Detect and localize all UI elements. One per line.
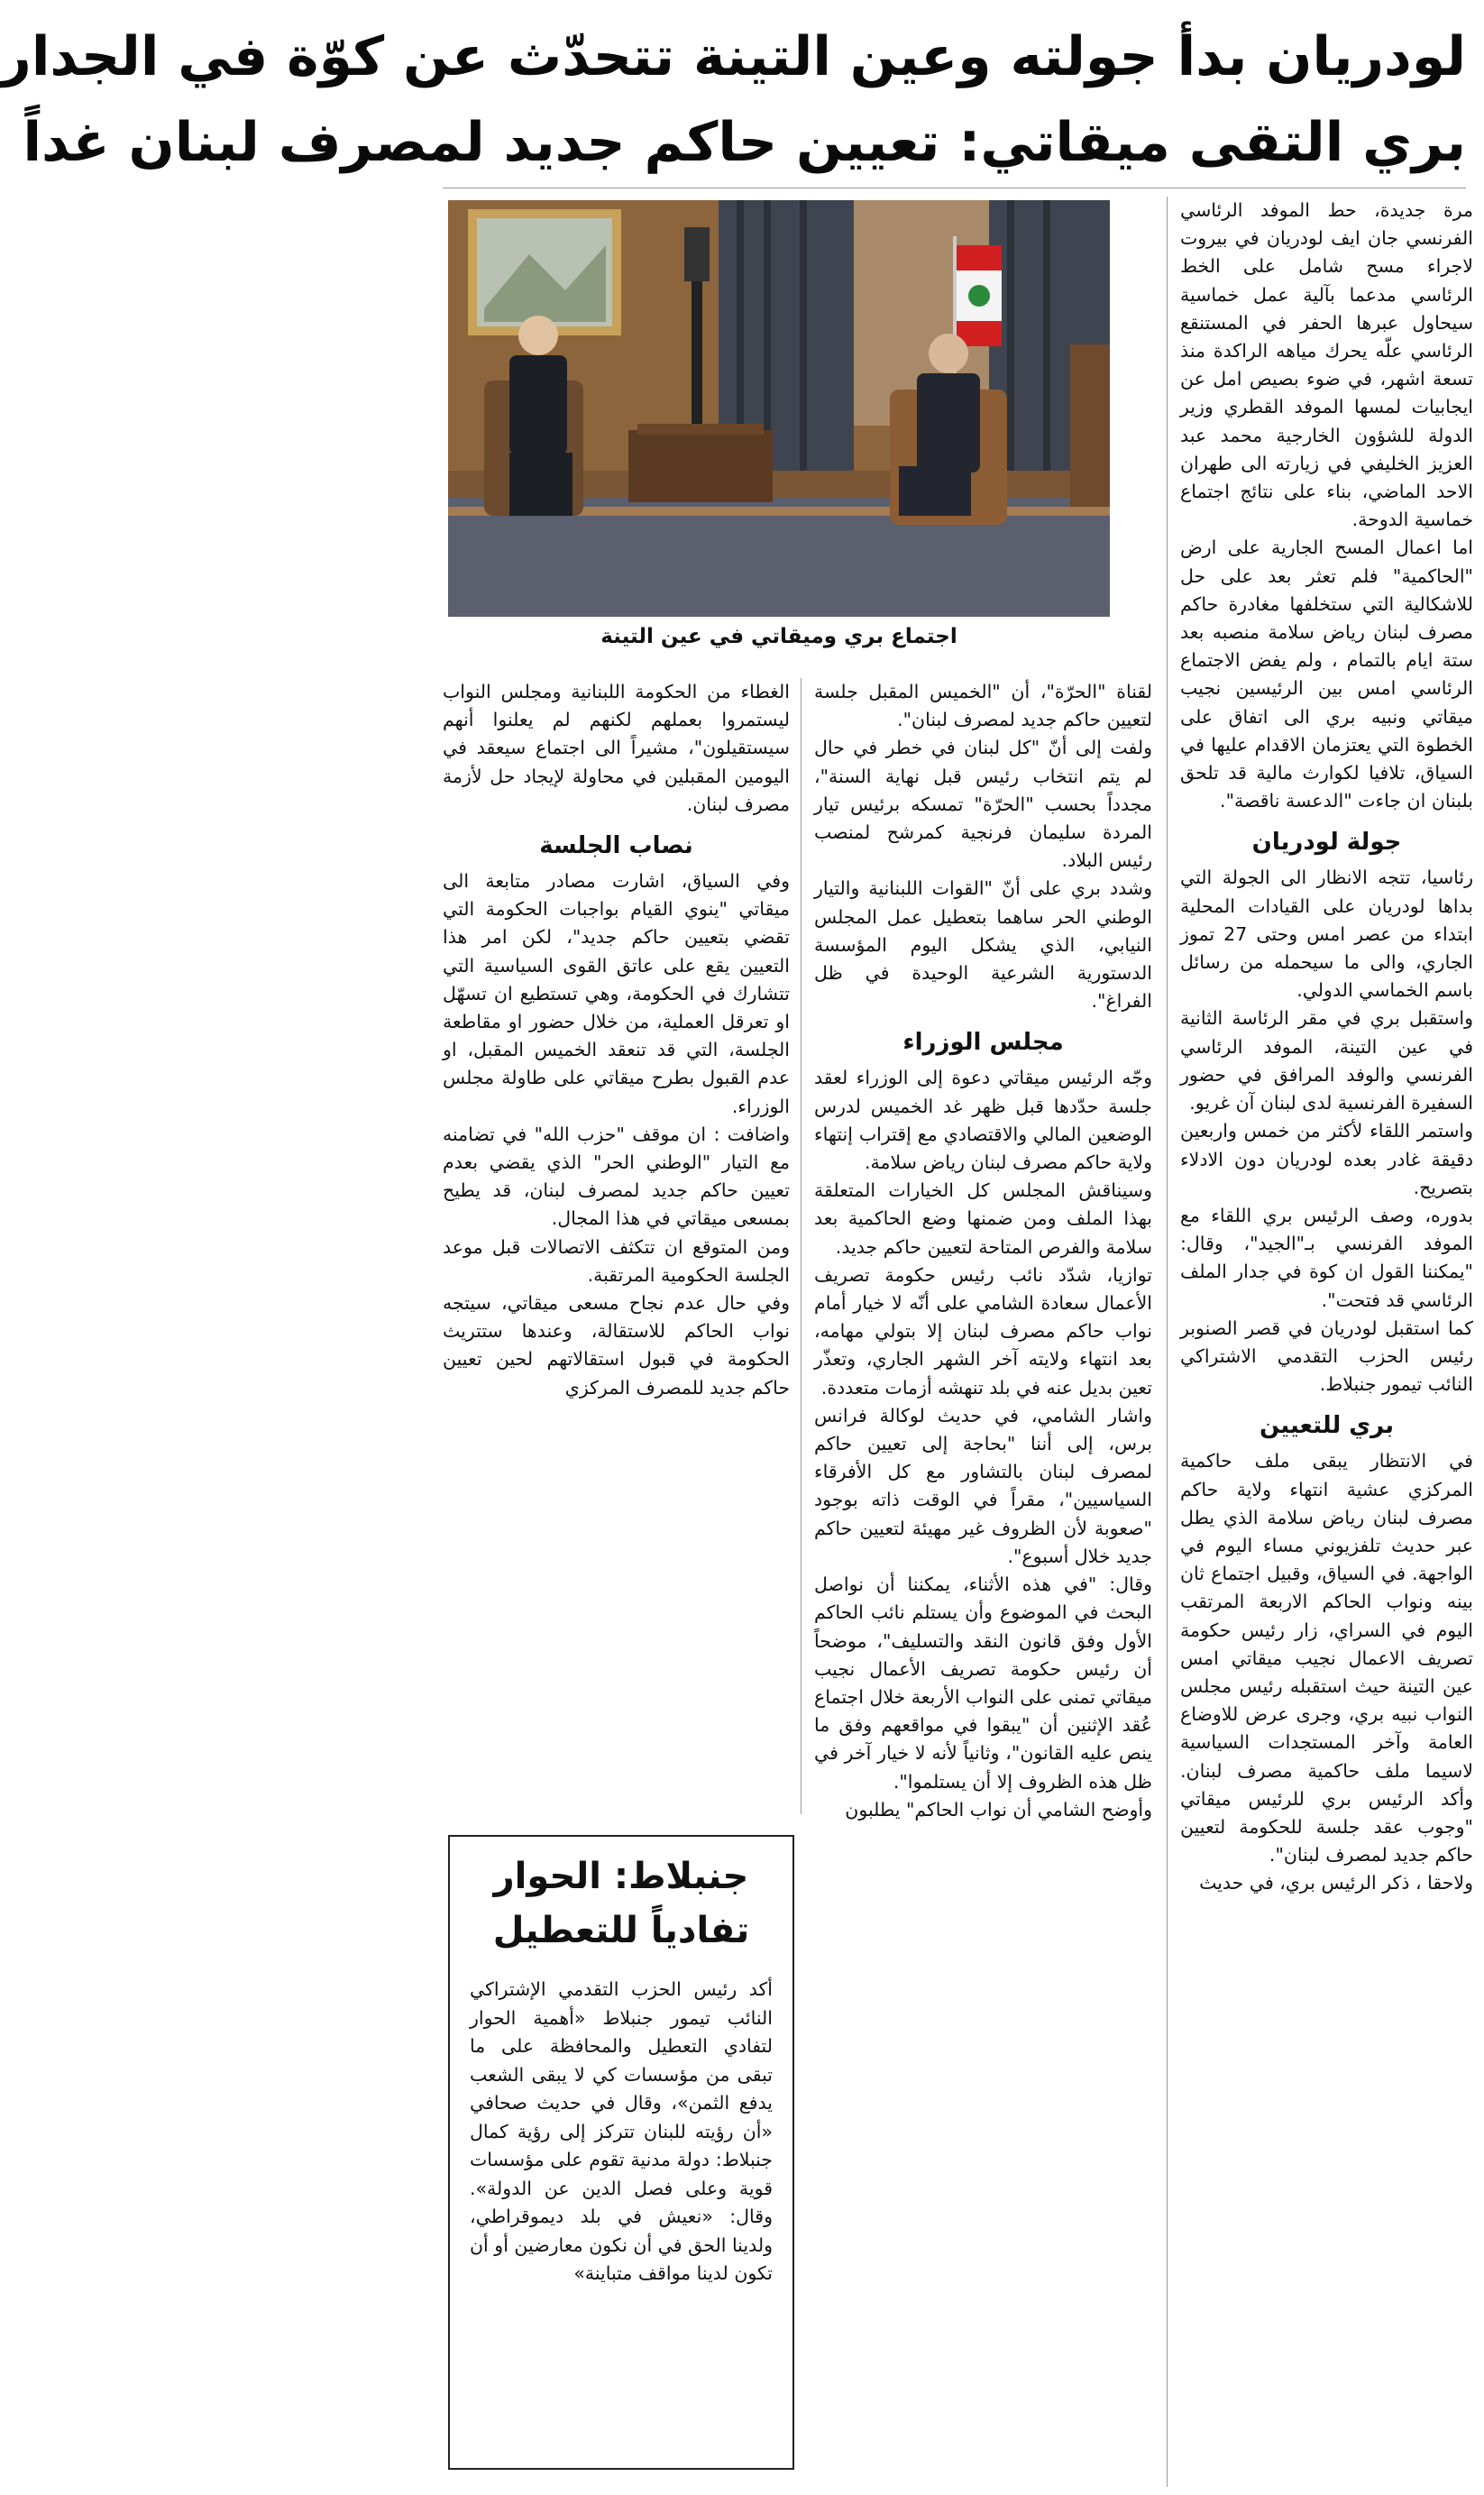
paragraph: الغطاء من الحكومة اللبنانية ومجلس النواب ليستمروا بعملهم لكنهم لم يعلنوا أنهم سيستقيلون"، مشيراً الى اجتماع سيعقد في اليومين المقبلين في محاولة لإيجاد حل لأزمة مصرف لبنان. <box>443 681 790 815</box>
sidebar-box <box>448 1835 794 2470</box>
column-divider <box>801 678 802 1814</box>
article-column-2 <box>814 678 1152 2487</box>
paragraph: مرة جديدة، حط الموفد الرئاسي الفرنسي جان ايف لودريان في بيروت لاجراء مسح شامل على الخط الرئاسي مدعما بآلية عمل خماسية سيحاول عبرها الحفر في المستنقع الرئاسي علّه يحرك مياهه الراكدة منذ تسعة اشهر، في ضوء بصيص امل عن ايجابيات لمسها الموفد القطري وزير الدولة للشؤون الخارجية محمد عبد العزيز الخليفي في زيارته الى طهران الاحد الماضي، بناء على نتائج اجتماع خماسية الدوحة. <box>1180 199 1473 531</box>
article-column-3 <box>443 678 790 1796</box>
subheading: جولة لودريان <box>1251 829 1402 857</box>
paragraph: لقناة "الحرّة"، أن "الخميس المقبل جلسة لتعيين حاكم جديد لمصرف لبنان". <box>814 681 1152 731</box>
paragraph: وفي السياق، اشارت مصادر متابعة الى ميقاتي "ينوي القيام بواجبات الحكومة التي تقضي بتعيين حاكم جديد"، لكن امر هذا التعيين يقع على عاتق القوى السياسية التي تتشارك في الحكومة، وهي تستطيع ان تسهّل او تعرقل العملية، من خلال حضور او مقاطعة الجلسة، التي قد تنعقد الخميس المقبل، او عدم القبول بطرح ميقاتي على طاولة مجلس الوزراء. <box>443 870 790 1117</box>
subheading: مجلس الوزراء <box>902 1029 1064 1057</box>
meeting-photo <box>448 200 1110 617</box>
sidebar-title-line1: جنبلاط: الحوار <box>493 1856 749 1897</box>
paragraph: وسيناقش المجلس كل الخيارات المتعلقة بهذا الملف ومن ضمنها وضع الحاكمية بعد سلامة والفرص المتاحة لتعيين حاكم جديد. <box>814 1179 1152 1258</box>
subheading: بري للتعيين <box>1259 1412 1395 1440</box>
subheading: نصاب الجلسة <box>539 832 693 860</box>
meeting-photo-illustration <box>448 200 1110 617</box>
paragraph: واشار الشامي، في حديث لوكالة فرانس برس، إلى أننا "بحاجة إلى تعيين حاكم لمصرف لبنان بالتشاور مع كل الأفرقاء السياسيين"، مقراً في الوقت ذاته بوجود "صعوبة لأن الظروف غير مهيئة لتعيين حاكم جديد خلال أسبوع". <box>814 1404 1152 1567</box>
paragraph: بدوره، وصف الرئيس بري اللقاء مع الموفد الفرنسي بـ"الجيد"، وقال: "يمكننا القول ان كوة في جدار الملف الرئاسي قد فتحت". <box>1180 1204 1473 1311</box>
paragraph: ومن المتوقع ان تتكثف الاتصالات قبل موعد الجلسة الحكومية المرتقبة. <box>443 1235 790 1286</box>
paragraph: وأوضح الشامي أن نواب الحاكم" يطلبون <box>845 1798 1152 1821</box>
photo-caption: اجتماع بري وميقاتي في عين التينة <box>600 625 957 648</box>
paragraph: ولاحقا ، ذكر الرئيس بري، في حديث <box>1199 1872 1473 1894</box>
paragraph: رئاسيا، تتجه الانظار الى الجولة التي بداها لودريان على القيادات المحلية ابتداء من عصر امس وحتى 27 تموز الجاري، والى ما سيحمله من رسائل باسم الخماسي الدولي. <box>1180 867 1473 1002</box>
headline-main: لودريان بدأ جولته وعين التينة تتحدّث عن كوّة في الجدار <box>0 25 1466 88</box>
paragraph: واستمر اللقاء لأكثر من خمس واربعين دقيقة غادر بعده لودريان دون الادلاء بتصريح. <box>1180 1120 1473 1198</box>
paragraph: كما استقبل لودريان في قصر الصنوبر رئيس الحزب التقدمي الاشتراكي النائب تيمور جنبلاط. <box>1180 1316 1473 1396</box>
article-column-1 <box>1180 197 1473 2487</box>
paragraph: وفي حال عدم نجاح مسعى ميقاتي، سيتجه نواب الحاكم للاستقالة، وعندها ستتريث الحكومة في قبول استقالاتهم لحين تعيين حاكم جديد للمصرف المركزي <box>443 1292 790 1399</box>
paragraph: واضافت : ان موقف "حزب الله" في تضامنه مع التيار "الوطني الحر" الذي يقضي بعدم تعيين حاكم جديد لمصرف لبنان، قد يطيح بمسعى ميقاتي في هذا المجال. <box>443 1123 790 1230</box>
paragraph: اما اعمال المسح الجارية على ارض "الحاكمية" فلم تعثر بعد على حل للاشكالية التي ستخلفها مغادرة حاكم مصرف لبنان رياض سلامة منصبه بعد ستة ايام بالتمام ، ولم يفض الاجتماع الرئاسي امس بين الرئيسين نجيب ميقاتي ونبيه بري الى اتفاق على الخطوة التي يعتزمان الاقدام عليها في السياق، تلافيا لكوارث مالية قد تلحق بلبنان ان جاءت "الدعسة ناقصة". <box>1180 537 1473 812</box>
paragraph: وقال: "في هذه الأثناء، يمكننا أن نواصل البحث في الموضوع وأن يستلم نائب الحاكم الأول وفق قانون النقد والتسليف"، موضحاً أن رئيس حكومة تصريف الأعمال نجيب ميقاتي تمنى على النواب الأربعة خلال اجتماع عُقد الإثنين أن "يبقوا في مواقعهم وفق ما ينص عليه القانون"، وثانياً لأنه لا خيار آخر في ظل هذه الظروف إلا أن يستلموا". <box>814 1573 1152 1793</box>
headline-sub: بري التقى ميقاتي: تعيين حاكم جديد لمصرف لبنان غداً <box>23 111 1466 174</box>
sidebar-title-line2: تفادياً للتعطيل <box>492 1910 750 1951</box>
paragraph: وشدد بري على أنّ "القوات اللبنانية والتيار الوطني الحر ساهما بتعطيل عمل المجلس النيابي، الذي يشكل اليوم المؤسسة الدستورية الشرعية الوحيدة في ظل الفراغ". <box>814 877 1152 1013</box>
paragraph: توازيا، شدّد نائب رئيس حكومة تصريف الأعمال سعادة الشامي على أنّه لا خيار أمام نواب حاكم مصرف لبنان إلا بتولي مهامه، بعد انتهاء ولايته آخر الشهر الجاري، وتعذّر تعين بديل عنه في بلد تنهشه أزمات متعددة. <box>814 1263 1152 1399</box>
column-divider <box>1167 197 1168 2487</box>
paragraph: وجّه الرئيس ميقاتي دعوة إلى الوزراء لعقد جلسة حدّدها قبل ظهر غد الخميس لدرس الوضعين المالي والاقتصادي مع إقتراب إنتهاء ولاية حاكم مصرف لبنان رياض سلامة. <box>814 1067 1152 1174</box>
sidebar-body: أكد رئيس الحزب التقدمي الإشتراكي النائب تيمور جنبلاط «أهمية الحوار لتفادي التعطيل والمحافظة على ما تبقى من مؤسسات كي لا يبقى الشعب يدفع الثمن»، وقال في حديث صحافي «أن رؤيته للبنان تتركز إلى رؤية كمال جنبلاط: دولة مدنية تقوم على مؤسسات قوية وعلى فصل الدين عن الدولة». وقال: «نعيش في بلد ديموقراطي، ولدينا الحق في أن نكون معارضين أو أن تكون لدينا مواقف متباينة» <box>470 1978 773 2284</box>
paragraph: ولفت إلى أنّ "كل لبنان في خطر في حال لم يتم انتخاب رئيس قبل نهاية السنة"، مجدداً بحسب "الحرّة" تمسكه برئيس تيار المردة سليمان فرنجية كمرشح لمنصب رئيس البلاد. <box>814 737 1152 872</box>
paragraph: في الانتظار يبقى ملف حاكمية المركزي عشية انتهاء ولاية حاكم مصرف لبنان رياض سلامة الذي يطل عبر حديث تلفزيوني مساء اليوم في الواجهة. في السياق، وقبيل اجتماع ثان بينه ونواب الحاكم الاربعة المرتقب اليوم في السراي، زار رئيس حكومة تصريف الاعمال نجيب ميقاتي امس عين التينة حيث استقبله رئيس مجلس النواب نبيه بري، وجرى عرض للاوضاع العامة وآخر المستجدات السياسية لاسيما ملف حاكمية مصرف لبنان. وأكد الرئيس بري للرئيس ميقاتي "وجوب عقد جلسة للحكومة لتعيين حاكم جديد لمصرف لبنان". <box>1180 1450 1473 1867</box>
paragraph: واستقبل بري في مقر الرئاسة الثانية في عين التينة، الموفد الرئاسي الفرنسي والوفد المرافق في حضور السفيرة الفرنسية لدى لبنان آن غريو. <box>1180 1007 1473 1114</box>
